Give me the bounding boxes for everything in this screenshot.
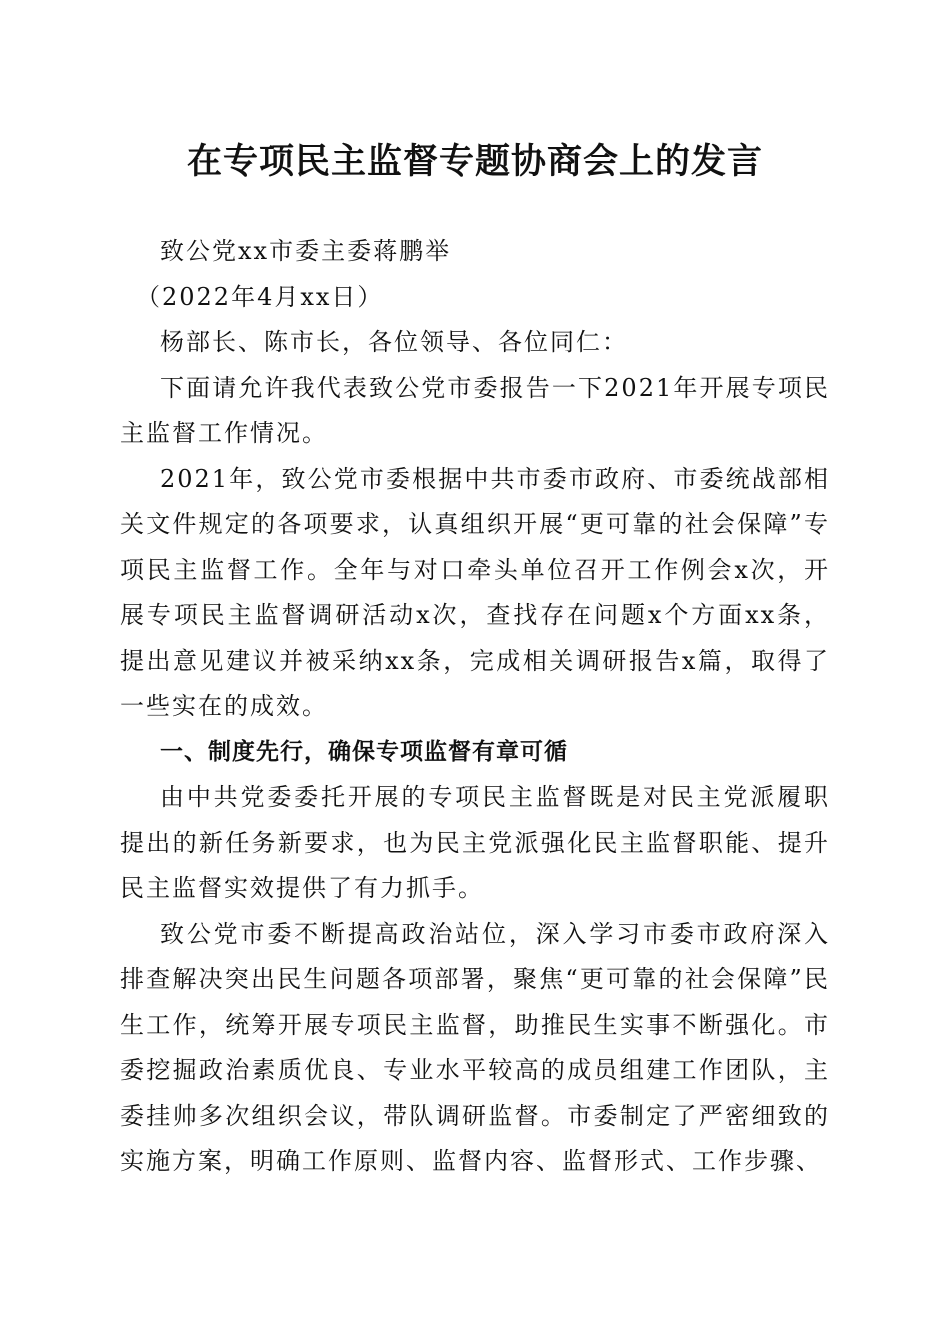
intro-paragraph: 下面请允许我代表致公党市委报告一下2021年开展专项民主监督工作情况。 bbox=[120, 373, 830, 447]
speaker-byline: 致公党xx市委主委蒋鹏举 bbox=[160, 237, 452, 265]
section-1-paragraph: 由中共党委委托开展的专项民主监督既是对民主党派履职提出的新任务新要求，也为民主党派强化民主监督职能、提升民主监督实效提供了有力抓手。 bbox=[120, 783, 830, 902]
salutation: 杨部长、陈市长，各位领导、各位同仁： bbox=[160, 328, 628, 356]
speech-date: （2022年4月xx日） bbox=[136, 282, 384, 311]
summary-paragraph: 2021年，致公党市委根据中共市委市政府、市委统战部相关文件规定的各项要求，认真组织开展“更可靠的社会保障”专项民主监督工作。全年与对口牵头单位召开工作例会x次，开展专项民主监督调研活动x次，查找存在问题x个方面xx条，提出意见建议并被采纳xx条，完成相关调研报告x篇，取得了一些实在的成效。 bbox=[120, 464, 830, 720]
section-heading-1: 一、制度先行，确保专项监督有章可循 bbox=[160, 738, 568, 765]
section-1-paragraph: 致公党市委不断提高政治站位，深入学习市委市政府深入排查解决突出民生问题各项部署，聚焦“更可靠的社会保障”民生工作，统筹开展专项民主监督，助推民生实事不断强化。市委挖掘政治素质优良、专业水平较高的成员组建工作团队，主委挂帅多次组织会议，带队调研监督。市委制定了严密细致的实施方案，明确工作原则、监督内容、监督形式、工作步骤、 bbox=[120, 919, 830, 1175]
document-title: 在专项民主监督专题协商会上的发言 bbox=[186, 141, 763, 182]
document-body bbox=[120, 229, 830, 1185]
